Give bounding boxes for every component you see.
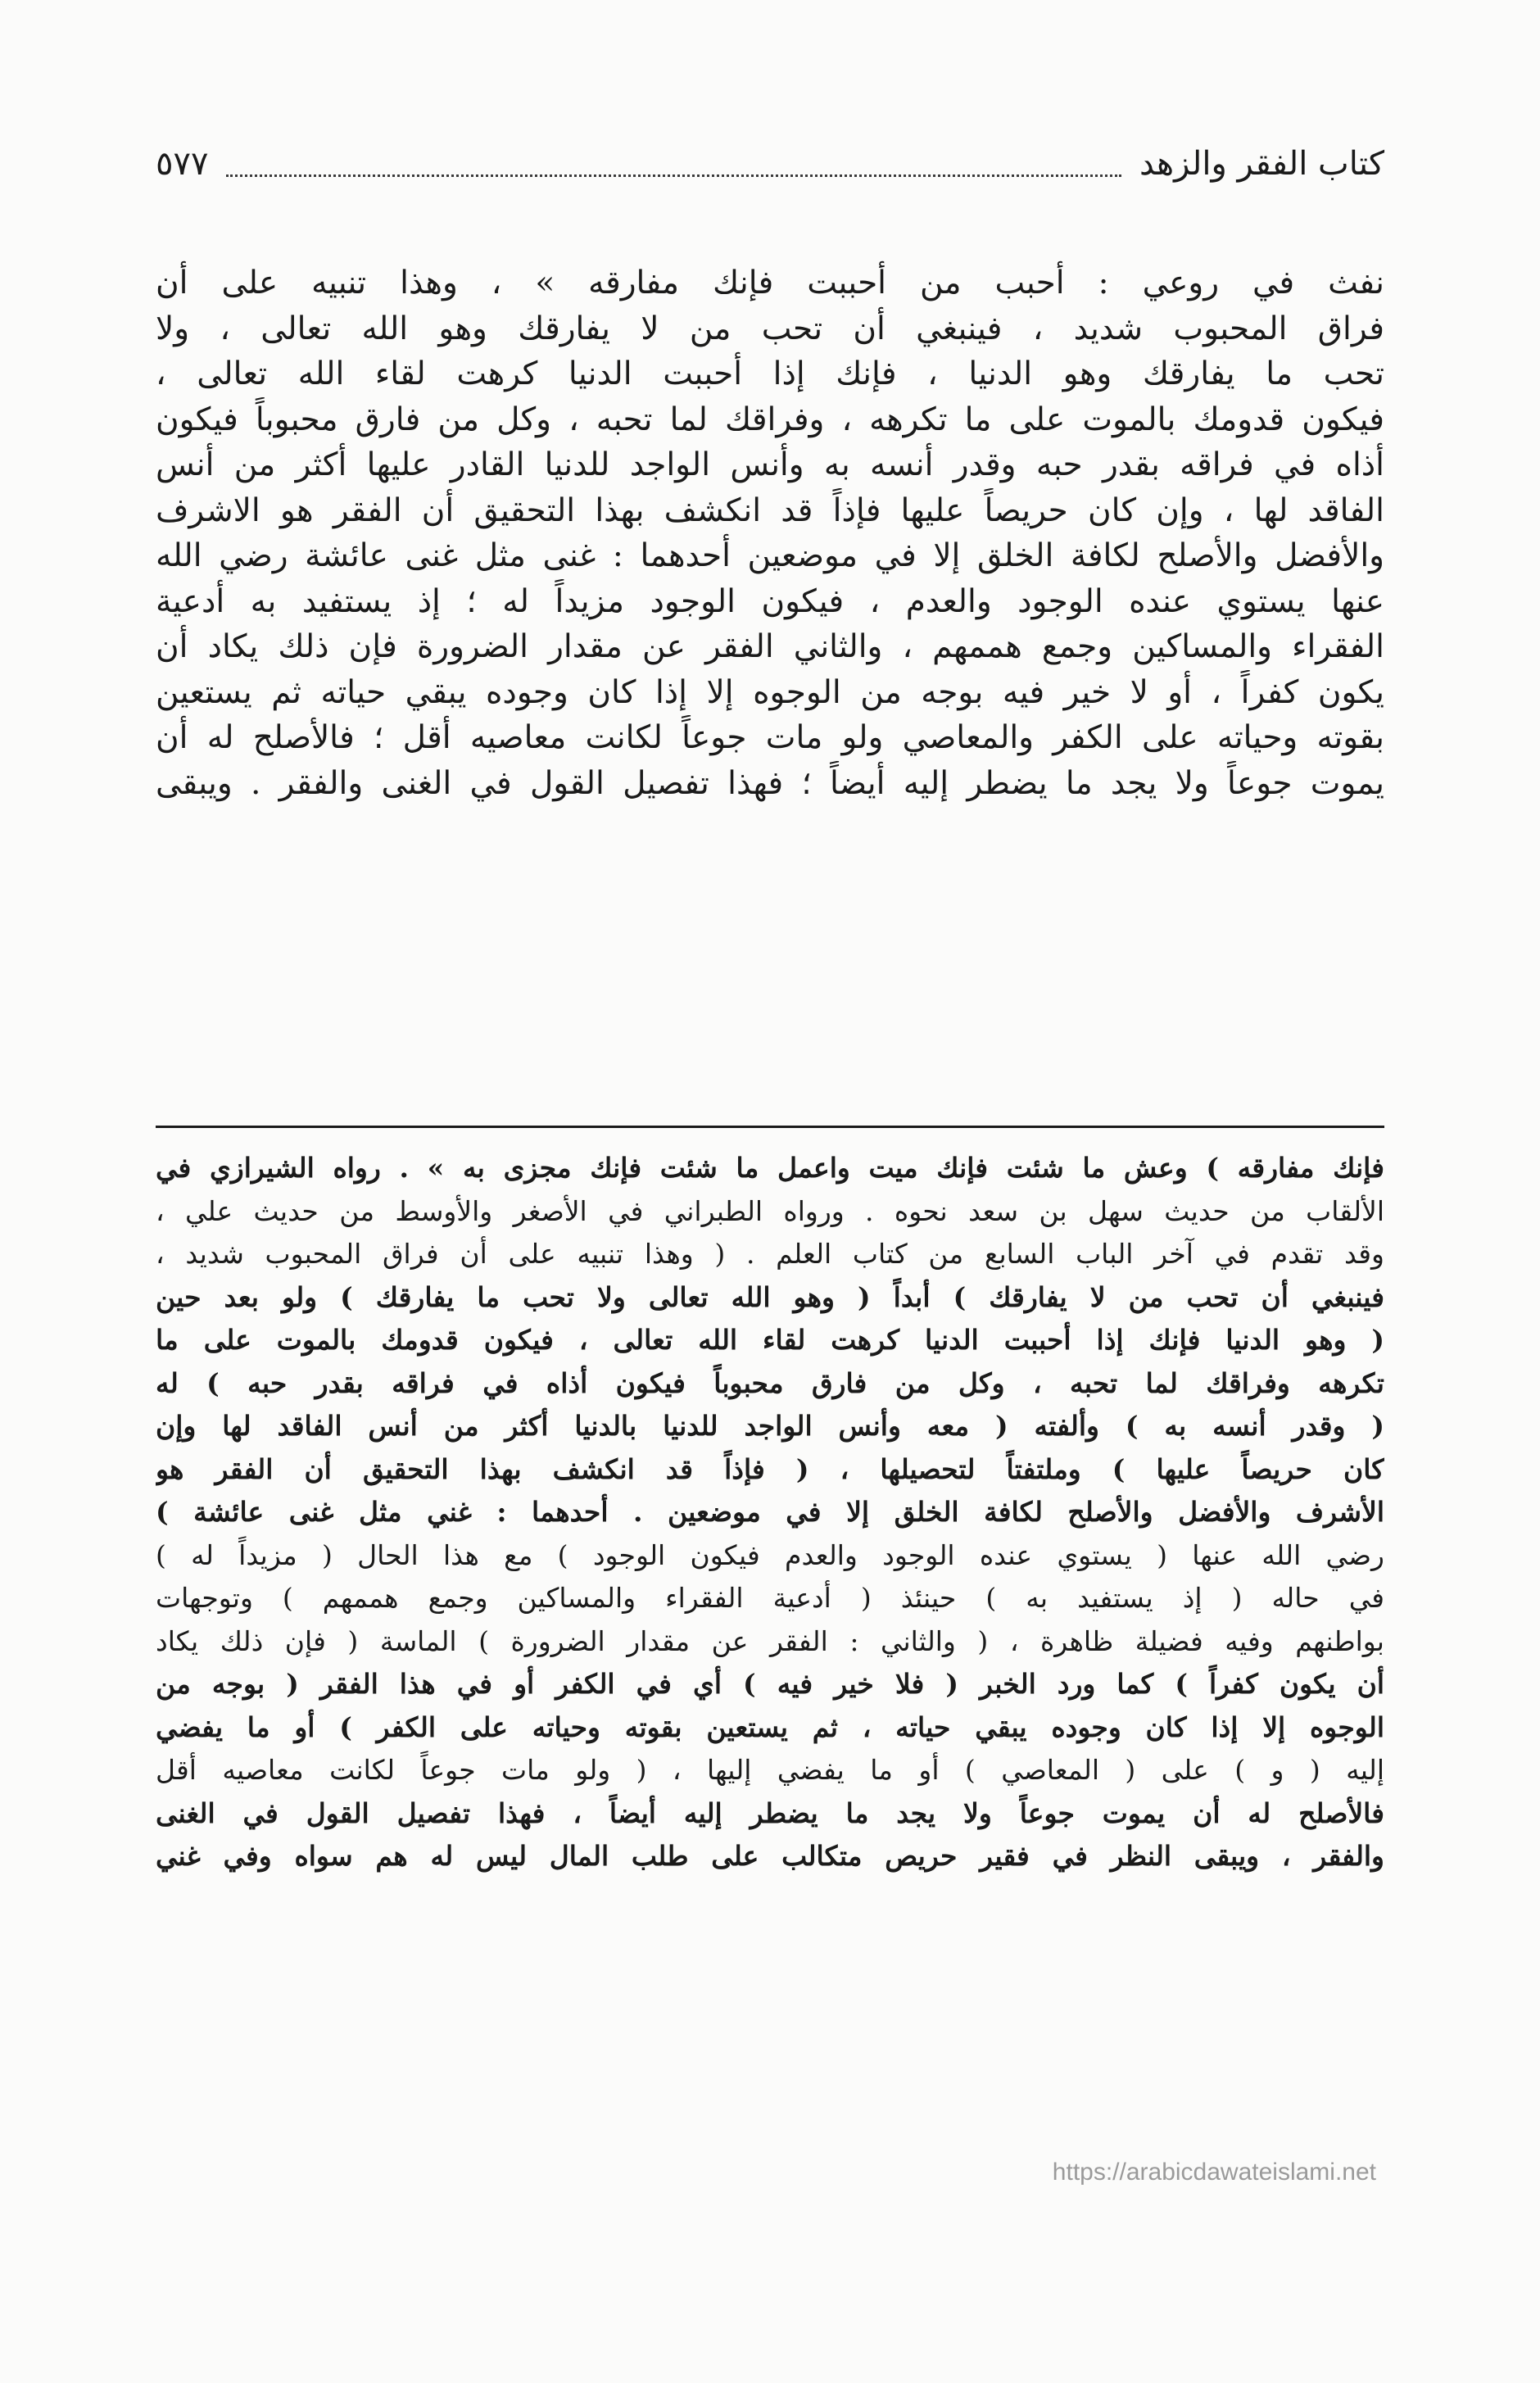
page-header — [156, 135, 1384, 193]
commentary-line: والفقر ، ويبقى النظر في فقير حريص متكالب على طلب المال ليس له هم سواه وفي غني — [156, 1840, 1384, 1872]
main-text-line: الفاقد لها ، وإن كان حريصاً عليها فإذاً قد انكشف بهذا التحقيق أن الفقر هو الاشرف — [156, 492, 1384, 529]
main-text-line: فراق المحبوب شديد ، فينبغي أن تحب من لا يفارقك وهو الله تعالى ، ولا — [156, 310, 1384, 347]
commentary-line: فالأصلح له أن يموت جوعاً ولا يجد ما يضطر إليه أيضاً ، فهذا تفصيل القول في الغنى — [156, 1796, 1384, 1829]
commentary-line: الألقاب من حديث سهل بن سعد نحوه . ورواه الطبراني في الأصغر والأوسط من حديث علي ، — [156, 1194, 1384, 1227]
commentary-line: إليه ( و ) على ( المعاصي ) أو ما يفضي إليها ، ( ولو مات جوعاً لكانت معاصيه أقل — [156, 1754, 1384, 1786]
commentary-line: ( وقدر أنسه به ) وألفته ( معه وأنس الواجد للدنيا بالدنيا أكثر من أنس الفاقد لها وإن — [156, 1410, 1384, 1442]
main-text-line: فيكون قدومك بالموت على ما تكرهه ، وفراقك لما تحبه ، وكل من فارق محبوباً فيكون — [156, 401, 1384, 438]
commentary-line: فينبغي أن تحب من لا يفارقك ) أبداً ( وهو الله تعالى ولا تحب ما يفارقك ) ولو بعد حين — [156, 1280, 1384, 1313]
commentary-line: ( وهو الدنيا فإنك إذا أحببت الدنيا كرهت لقاء الله تعالى ، فيكون قدومك بالموت على ما — [156, 1324, 1384, 1356]
commentary-line: في حاله ( إذ يستفيد به ) حينئذ ( أدعية الفقراء والمساكين وجمع هممهم ) وتوجهات — [156, 1582, 1384, 1614]
main-text-line: يكون كفراً ، أو لا خير فيه بوجه من الوجوه إلا إذا كان وجوده يبقي حياته ثم يستعين — [156, 673, 1384, 711]
commentary-line: تكرهه وفراقك لما تحبه ، وكل من فارق محبوباً فيكون أذاه في فراقه بقدر حبه ) له — [156, 1366, 1384, 1399]
main-text-line: يموت جوعاً ولا يجد ما يضطر إليه أيضاً ؛ فهذا تفصيل القول في الغنى والفقر . ويبقى — [156, 764, 1384, 802]
section-divider — [156, 1126, 1384, 1128]
dotted-leader — [226, 174, 1121, 177]
main-text-line: بقوته وحياته على الكفر والمعاصي ولو مات جوعاً لكانت معاصيه أقل ؛ فالأصلح له أن — [156, 719, 1384, 756]
main-text-block — [156, 260, 1384, 806]
commentary-line: رضي الله عنها ( يستوي عنده الوجود والعدم فيكون الوجود ) مع هذا الحال ( مزيداً له ) — [156, 1538, 1384, 1571]
main-text-line: تحب ما يفارقك وهو الدنيا ، فإنك إذا أحببت الدنيا كرهت لقاء الله تعالى ، — [156, 356, 1384, 392]
commentary-line: فإنك مفارقه ) وعش ما شئت فإنك ميت واعمل ما شئت فإنك مجزى به » . رواه الشيرازي في — [156, 1152, 1384, 1184]
running-title: كتاب الفقر والزهد — [1139, 145, 1384, 183]
main-text-line: الفقراء والمساكين وجمع هممهم ، والثاني الفقر عن مقدار الضرورة فإن ذلك يكاد أن — [156, 628, 1384, 665]
page-number: ٥٧٧ — [156, 145, 209, 183]
commentary-line: كان حريصاً عليها ) وملتفتاً لتحصيلها ، ( فإذاً قد انكشف بهذا التحقيق أن الفقر هو — [156, 1452, 1384, 1485]
commentary-line: أن يكون كفراً ) كما ورد الخبر ( فلا خير فيه ) أي في الكفر أو في هذا الفقر ( بوجه من — [156, 1668, 1384, 1700]
main-text-line: نفث في روعي : أحبب من أحببت فإنك مفارقه » ، وهذا تنبيه على أن — [156, 265, 1384, 301]
main-text-line: عنها يستوي عنده الوجود والعدم ، فيكون الوجود مزيداً له ؛ إذ يستفيد به أدعية — [156, 582, 1384, 620]
watermark-url: https://arabicdawateislami.net — [1052, 2159, 1376, 2186]
main-text-line: والأفضل والأصلح لكافة الخلق إلا في موضعين أحدهما : غنى مثل غنى عائشة رضي الله — [156, 537, 1384, 574]
commentary-line: بواطنهم وفيه فضيلة ظاهرة ، ( والثاني : الفقر عن مقدار الضرورة ) الماسة ( فإن ذلك يكاد — [156, 1624, 1384, 1657]
main-text-line: أذاه في فراقه بقدر حبه وقدر أنسه به وأنس الواجد للدنيا القادر عليها أكثر من أنس — [156, 446, 1384, 483]
commentary-line: وقد تقدم في آخر الباب السابع من كتاب العلم . ( وهذا تنبيه على أن فراق المحبوب شديد ، — [156, 1238, 1384, 1270]
commentary-block — [156, 1147, 1384, 1878]
commentary-line: الوجوه إلا إذا كان وجوده يبقي حياته ، ثم يستعين بقوته وحياته على الكفر ) أو ما يفضي — [156, 1710, 1384, 1743]
commentary-line: الأشرف والأفضل والأصلح لكافة الخلق إلا في موضعين . أحدهما : غني مثل غنى عائشة ) — [156, 1496, 1384, 1528]
